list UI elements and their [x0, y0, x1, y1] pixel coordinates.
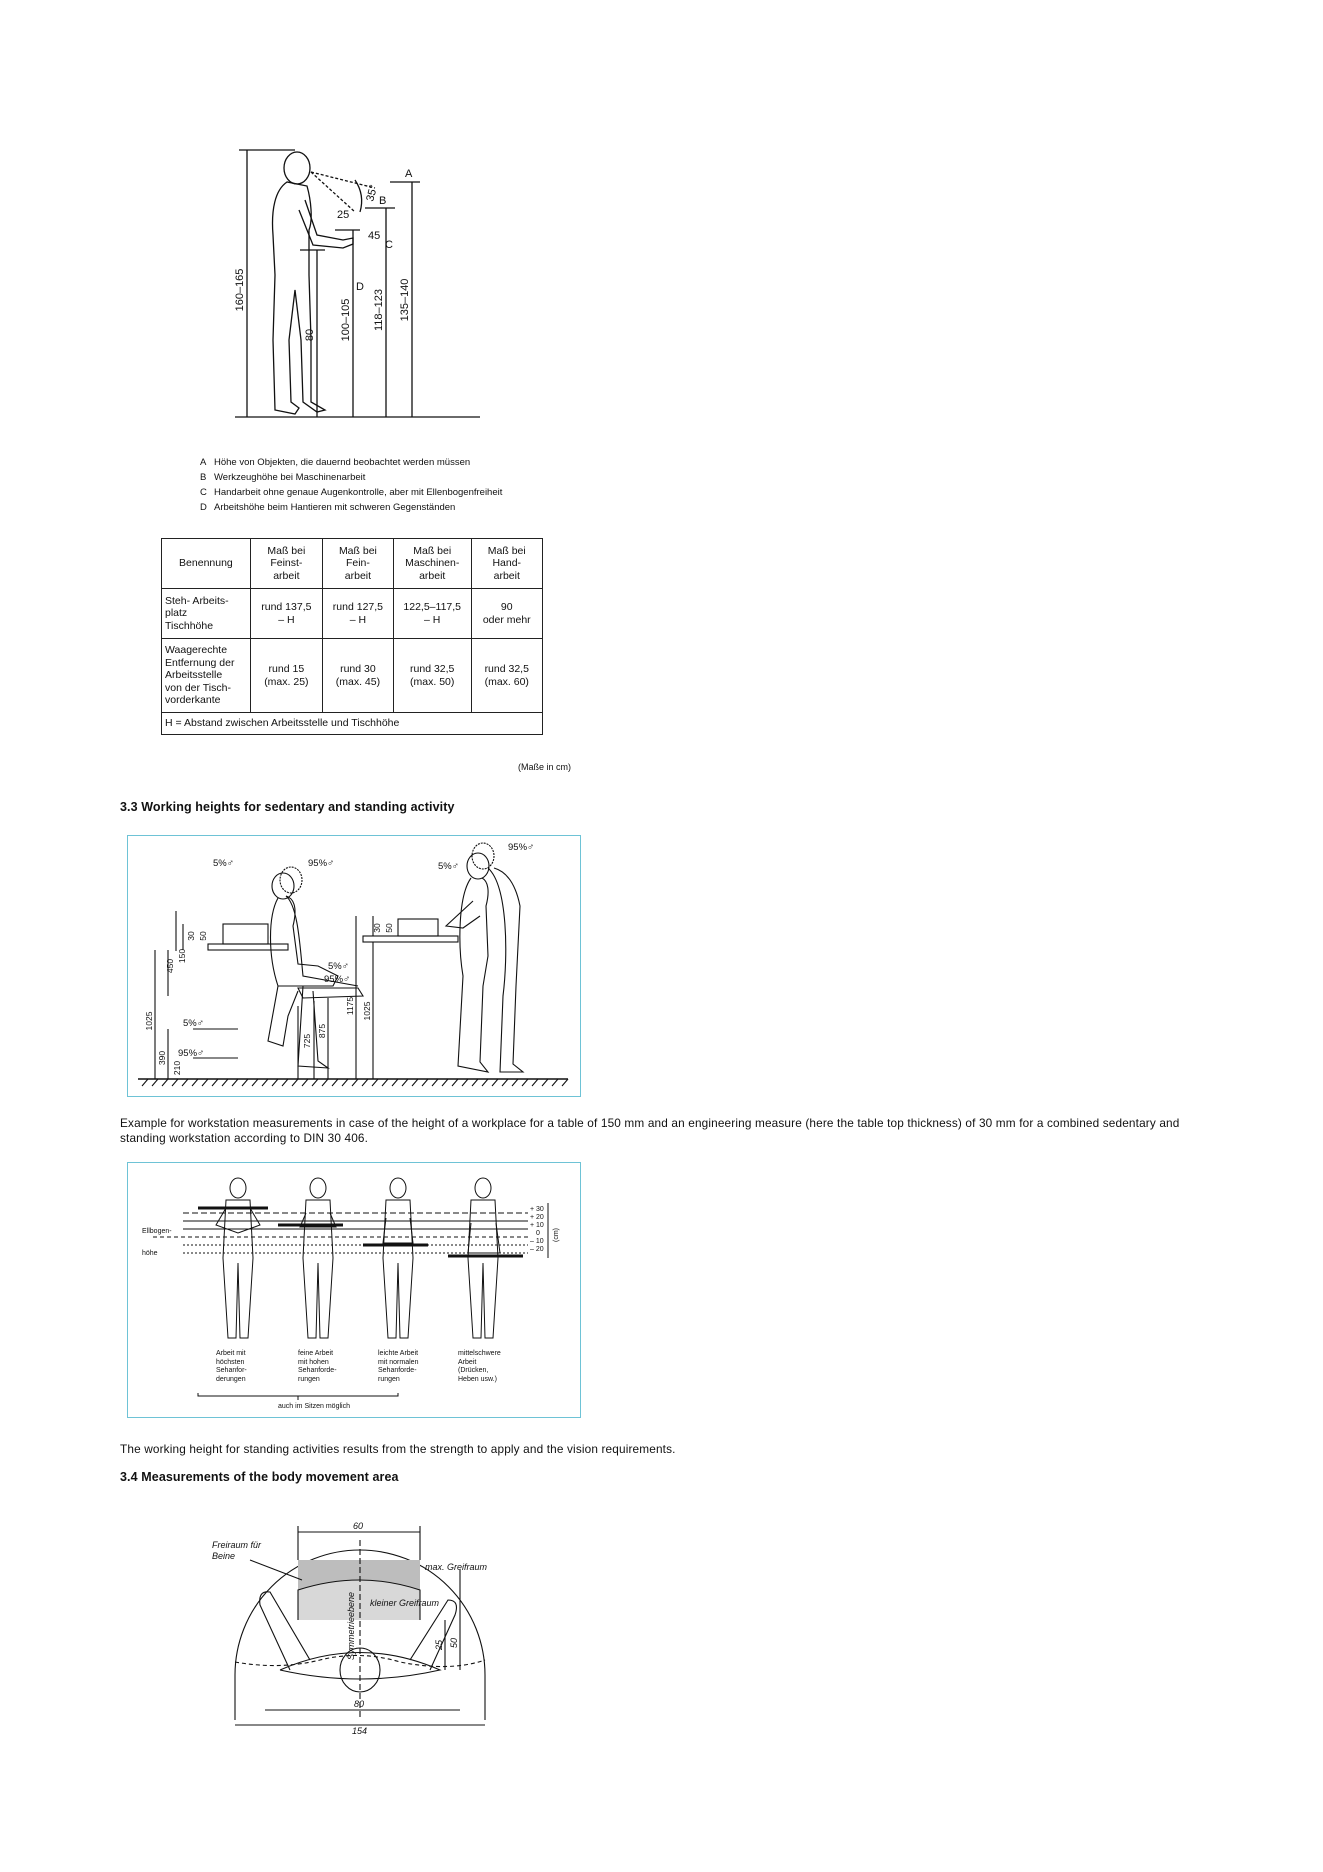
- table-cell: rund 30 (max. 45): [322, 639, 393, 713]
- angle-35-label: 35°: [364, 183, 381, 203]
- section-3-4-heading: 3.4 Measurements of the body movement area: [120, 1470, 399, 1484]
- table-cell: rund 137,5 – H: [250, 589, 322, 639]
- elbow-label: höhe: [142, 1250, 158, 1257]
- legs-label-line: Beine: [212, 1551, 236, 1561]
- percentile-5-label: 5%♂: [328, 961, 349, 972]
- dim-b-label: 118–123: [373, 288, 385, 332]
- table-header: Benennung: [162, 539, 251, 589]
- table-header: Maß bei Hand- arbeit: [471, 539, 543, 589]
- dim-80-label: 80: [354, 1699, 365, 1709]
- figure-caption: mittelschwere Arbeit (Drücken, Heben usw.): [458, 1350, 501, 1383]
- units-note: (Maße in cm): [518, 762, 572, 772]
- width-60-label: 60: [353, 1521, 364, 1531]
- dim-450: 450: [165, 958, 175, 974]
- dim-150: 150: [177, 948, 187, 964]
- percentile-95-label: 95%♂: [308, 858, 335, 869]
- table-header: Maß bei Feinst- arbeit: [250, 539, 322, 589]
- table-cell: 90 oder mehr: [471, 589, 543, 639]
- dim-50: 50: [384, 923, 394, 933]
- elbow-label: Ellbogen-: [142, 1228, 172, 1235]
- legend-item: A Höhe von Objekten, die dauernd beobachtet werden müssen: [200, 457, 471, 468]
- legend-item: D Arbeitshöhe beim Hantieren mit schweren Gegenständen: [200, 502, 456, 513]
- table-header: Maß bei Fein- arbeit: [322, 539, 393, 589]
- dim-725: 725: [302, 1033, 312, 1049]
- dim-a-label: 135–140: [399, 278, 411, 322]
- standing-heights-figure: [225, 140, 485, 425]
- dim-154-label: 154: [352, 1726, 368, 1736]
- dim-total-label: 160–165: [234, 268, 246, 312]
- scale-label: – 20: [530, 1246, 544, 1253]
- workstation-paragraph: Example for workstation measurements in case of the height of a workplace for a table of 150 mm and an engineering measure (here the table top thickness) of 30 mm for a combined sedentary and standing workstation according to DIN 30 406.: [120, 1116, 1180, 1145]
- percentile-95-label: 95%♂: [508, 842, 535, 853]
- elbow-height-figure: [127, 1162, 581, 1418]
- unit-label: (cm): [553, 1228, 560, 1242]
- legend-item: C Handarbeit ohne genaue Augenkontrolle, aber mit Ellenbogenfreiheit: [200, 487, 503, 498]
- sit-stand-workstation-figure: [127, 835, 581, 1097]
- table-cell: rund 127,5 – H: [322, 589, 393, 639]
- figure-legend: [200, 455, 600, 515]
- standing-height-paragraph: The working height for standing activities results from the strength to apply and the vision requirements.: [120, 1442, 676, 1456]
- letter-b: B: [379, 195, 387, 207]
- section-3-3-heading: 3.3 Working heights for sedentary and standing activity: [120, 800, 455, 814]
- scale-label: + 10: [530, 1222, 544, 1229]
- table-cell: rund 32,5 (max. 60): [471, 639, 543, 713]
- figure-caption: Arbeit mit höchsten Sehanfor- derungen: [216, 1350, 247, 1383]
- figure-caption: leichte Arbeit mit normalen Sehanforde- rungen: [378, 1350, 419, 1383]
- percentile-95-label: 95%♂: [178, 1048, 205, 1059]
- bracket-note: auch im Sitzen möglich: [278, 1403, 350, 1410]
- table-cell: rund 15 (max. 25): [250, 639, 322, 713]
- dim-875: 875: [317, 1023, 327, 1039]
- dim-30: 30: [372, 923, 382, 933]
- scale-label: + 20: [530, 1214, 544, 1221]
- table-header: Maß bei Maschinen- arbeit: [393, 539, 471, 589]
- movement-area-figure: [212, 1520, 500, 1740]
- percentile-95-label: 95%♂: [324, 974, 351, 985]
- angle-45-label: 45: [368, 230, 381, 242]
- dim-30: 30: [186, 931, 196, 941]
- letter-d: D: [356, 281, 364, 293]
- letter-c: C: [385, 239, 393, 251]
- symmetry-label: Symmetrieebene: [346, 1591, 356, 1660]
- percentile-5-label: 5%♂: [213, 858, 234, 869]
- table-row: [162, 639, 543, 713]
- dimension-table: [161, 538, 543, 735]
- dim-1175: 1175: [345, 996, 355, 1016]
- scale-label: – 10: [530, 1238, 544, 1245]
- scale-label: 0: [536, 1230, 540, 1237]
- figure-caption: feine Arbeit mit hohen Sehanforde- rungen: [298, 1350, 337, 1383]
- letter-a: A: [405, 168, 413, 180]
- scale-label: + 30: [530, 1206, 544, 1213]
- dim-c-label: 100–105: [340, 298, 352, 342]
- table-cell: Waagerechte Entfernung der Arbeitsstelle von der Tisch- vorderkante: [162, 639, 251, 713]
- table-cell: Steh- Arbeits- platz Tischhöhe: [162, 589, 251, 639]
- table-row: [162, 589, 543, 639]
- percentile-5-label: 5%♂: [183, 1018, 204, 1029]
- small-reach-label: kleiner Greifraum: [370, 1598, 440, 1608]
- table-footer: H = Abstand zwischen Arbeitsstelle und Tischhöhe: [162, 713, 543, 735]
- dim-50: 50: [198, 931, 208, 941]
- dim-1025: 1025: [144, 1011, 154, 1031]
- angle-25-label: 25: [337, 209, 350, 221]
- dim-210: 210: [172, 1060, 182, 1076]
- table-cell: 122,5–117,5 – H: [393, 589, 471, 639]
- dim-25-label: 25: [434, 1639, 444, 1650]
- table-cell: rund 32,5 (max. 50): [393, 639, 471, 713]
- dim-50-label: 50: [449, 1637, 459, 1648]
- max-reach-label: max. Greifraum: [425, 1562, 488, 1572]
- dim-390: 390: [157, 1050, 167, 1066]
- dim-d-label: 80: [304, 328, 316, 342]
- percentile-5-label: 5%♂: [438, 861, 459, 872]
- legs-label-line: Freiraum für: [212, 1540, 262, 1550]
- dim-1025: 1025: [362, 1001, 372, 1021]
- legend-item: B Werkzeughöhe bei Maschinenarbeit: [200, 472, 366, 483]
